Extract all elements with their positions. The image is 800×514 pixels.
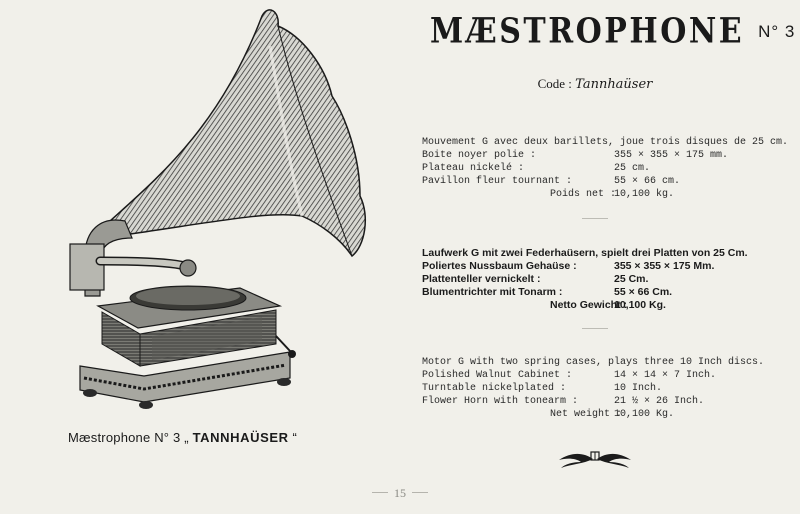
spec-label: Poliertes Nussbaum Gehaüse :	[422, 260, 577, 272]
caption-suffix: “	[292, 430, 297, 445]
spec-block-french	[422, 136, 789, 201]
spec-label: Polished Walnut Cabinet :	[422, 370, 573, 381]
page-number	[340, 486, 460, 501]
spec-label: Turntable nickelplated :	[422, 383, 567, 394]
spec-value: 55 × 66 Cm.	[614, 286, 673, 298]
spec-value: 10,100 Kg.	[614, 299, 666, 311]
title-main: MÆSTROPHONE	[430, 11, 745, 52]
divider	[582, 218, 608, 219]
spec-line	[422, 299, 772, 312]
spec-label: Plattenteller vernickelt :	[422, 273, 541, 285]
divider	[582, 328, 608, 329]
spec-line	[422, 273, 772, 286]
spec-label: Poids net :	[550, 189, 617, 200]
spec-value: 21 ½ × 26 Inch.	[614, 396, 705, 407]
caption-prefix: Mæstrophone N° 3 „	[68, 430, 189, 445]
spec-line	[422, 149, 772, 162]
spec-line	[422, 286, 772, 299]
spec-line	[422, 247, 772, 260]
page-number-value: 15	[394, 486, 406, 500]
spec-value: 14 × 14 × 7 Inch.	[614, 370, 717, 381]
spec-value: 25 cm.	[614, 163, 651, 174]
code-value: Tannhaüser	[575, 77, 653, 92]
spec-line	[422, 162, 772, 175]
spec-value: 10 Inch.	[614, 383, 663, 394]
spec-value: 355 × 355 × 175 mm.	[614, 150, 729, 161]
gramophone-illustration	[40, 6, 385, 416]
spec-value: 55 × 66 cm.	[614, 176, 681, 187]
spec-value: 10,100 kg.	[614, 189, 675, 200]
spec-line	[422, 382, 772, 395]
spec-label: Blumentrichter mit Tonarm :	[422, 286, 563, 298]
spec-label: Plateau nickelé :	[422, 163, 525, 174]
spec-block-english	[422, 356, 772, 421]
spec-line	[422, 136, 789, 149]
title-number: N° 3	[758, 22, 796, 41]
spec-label: Motor G with two spring cases, plays three 10 Inch discs.	[422, 357, 765, 368]
spec-line	[422, 188, 772, 201]
spec-line	[422, 395, 772, 408]
spec-label: Boite noyer polie :	[422, 150, 537, 161]
spec-block-german	[422, 247, 772, 312]
floral-ornament-icon	[553, 448, 637, 470]
code-label: Code :	[537, 76, 572, 91]
spec-label: Netto Gewicht :	[550, 299, 628, 311]
spec-value: 25 Cm.	[614, 273, 649, 285]
spec-line	[422, 408, 772, 421]
page-title	[430, 11, 796, 60]
spec-label: Mouvement G avec deux barillets, joue trois disques de 25 cm.	[422, 137, 789, 148]
spec-line	[422, 356, 772, 369]
spec-line	[422, 369, 772, 382]
spec-label: Laufwerk G mit zwei Federhaüsern, spielt drei Platten von 25 Cm.	[422, 247, 748, 259]
spec-line	[422, 260, 772, 273]
spec-label: Net weight :	[550, 409, 623, 420]
spec-label: Pavillon fleur tournant :	[422, 176, 573, 187]
spec-label: Flower Horn with tonearm :	[422, 396, 579, 407]
spec-line	[422, 175, 772, 188]
page-number-dash	[372, 492, 388, 493]
spec-value: 10,100 Kg.	[614, 409, 675, 420]
code-line	[430, 76, 760, 92]
page-number-dash	[412, 492, 428, 493]
spec-value: 355 × 355 × 175 Mm.	[614, 260, 715, 272]
caption-name: TANNHAÜSER	[192, 430, 289, 445]
illustration-caption	[68, 430, 388, 445]
